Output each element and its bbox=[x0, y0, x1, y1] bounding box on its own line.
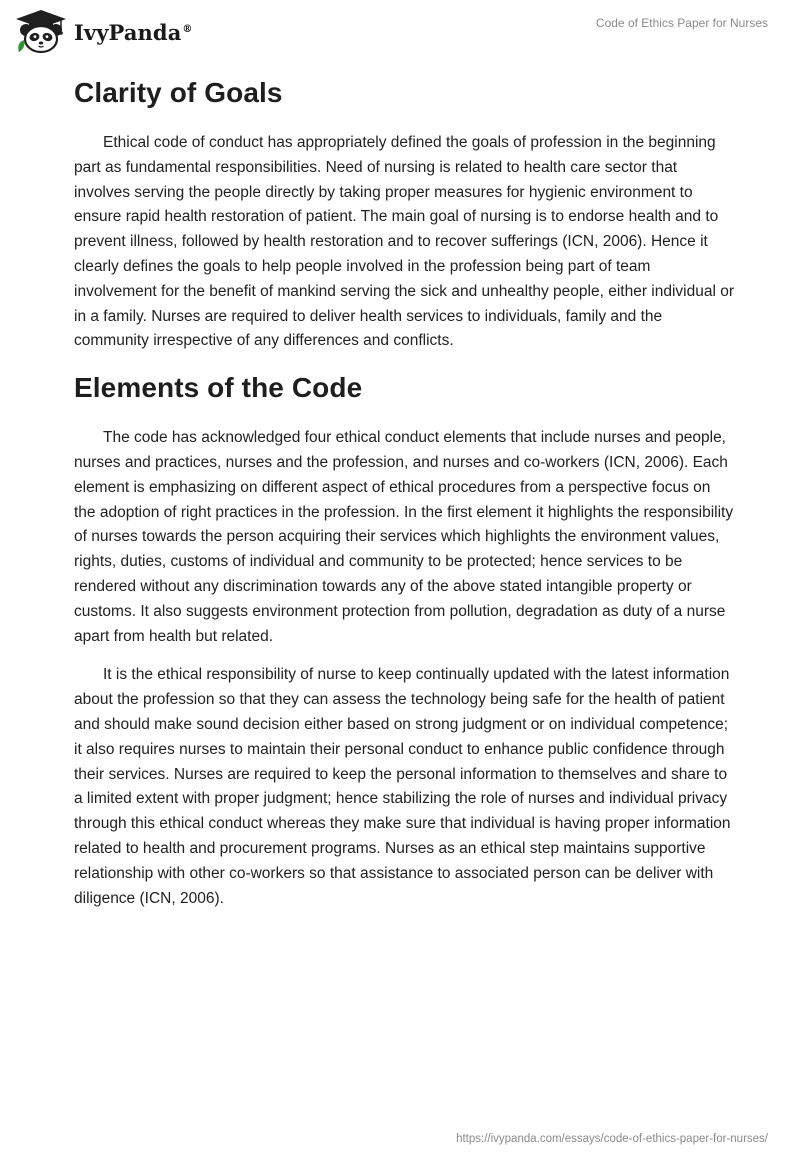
registered-mark: ® bbox=[182, 23, 193, 35]
section-heading: Elements of the Code bbox=[74, 372, 363, 404]
paragraph: Ethical code of conduct has appropriately defined the goals of profession in the beginning part as fundamental responsibilities. Need of nursing is related to health care sector that involves serving the people directly by taking proper measures for hygienic environment to ensure rapid health restoration of patient. The main goal of nursing is to endorse health and to prevent illness, followed by health restoration and to recover sufferings (ICN, 2006). Hence it clearly defines the goals to help people involved in the profession being part of team involvement for the benefit of mankind serving the sick and unhealthy people, either individual or in a family. Nurses are required to deliver health services to individuals, family and the community irrespective of any differences and conflicts. bbox=[74, 134, 735, 350]
page-header bbox=[0, 0, 800, 60]
section-heading: Clarity of Goals bbox=[74, 77, 283, 108]
panda-graduation-cap-icon bbox=[14, 8, 68, 54]
paragraph: The code has acknowledged four ethical conduct elements that include nurses and people, nurses and practices, nurses and the profession, and nurses and co-workers (ICN, 2006). Each element is emphasizing on different aspect of ethical procedures from a perspective focus on the adoption of right practices in the profession. In the first element it highlights the responsibility of nurses towards the person acquiring their services which highlights the environment values, rights, duties, customs of individual and community to be protected; hence services to be rendered without any discrimination towards any of the above stated intangible property or customs. It also suggests environment protection from pollution, degradation as duty of a nurse apart from health but related. bbox=[74, 429, 734, 645]
ivypanda-logo[interactable] bbox=[14, 8, 193, 54]
paragraph: It is the ethical responsibility of nurse to keep continually updated with the latest information about the profession so that they can assess the technology being safe for the health of patient and should make sound decision either based on strong judgment or on individual competence; it also requires nurses to maintain their personal conduct to enhance public confidence through their services. Nurses are required to keep the personal information to themselves and share to a limited extent with proper judgment; hence stabilizing the role of nurses and individual privacy through this ethical conduct whereas they make sure that individual is having proper information related to health and procurement programs. Nurses as an ethical step maintains supportive relationship with other co-workers so that assistance to associated person can be deliver with diligence (ICN, 2006). bbox=[74, 666, 731, 907]
section-clarity-of-goals bbox=[74, 73, 734, 354]
section-elements-of-the-code bbox=[74, 368, 734, 911]
source-url-link[interactable]: https://ivypanda.com/essays/code-of-ethics-paper-for-nurses/ bbox=[456, 1133, 768, 1145]
document-title: Code of Ethics Paper for Nurses bbox=[595, 16, 768, 30]
essay-content bbox=[74, 70, 734, 925]
brand-name: IvyPanda® bbox=[74, 19, 193, 45]
